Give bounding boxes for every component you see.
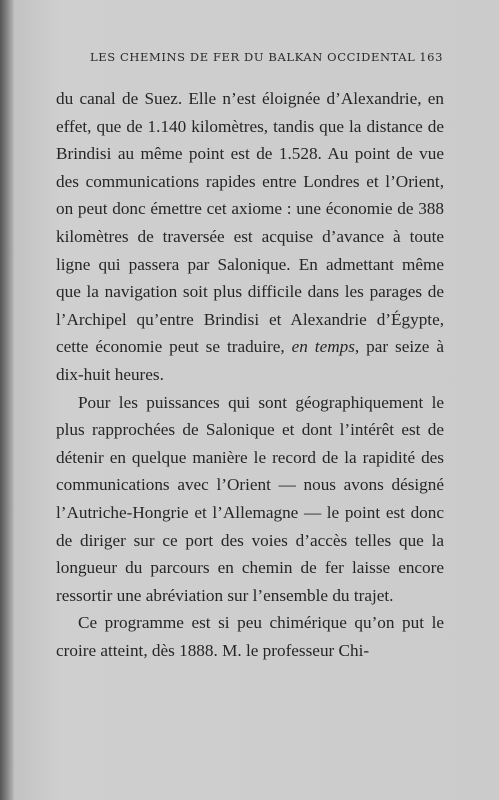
book-spine-shadow xyxy=(0,0,14,800)
running-header xyxy=(90,50,443,64)
body-text xyxy=(56,85,444,664)
page-number: 163 xyxy=(419,50,443,64)
paragraph-1-end: , par seize à dix-huit heures. xyxy=(56,337,444,384)
paragraph-1 xyxy=(56,85,444,389)
italic-phrase: en temps xyxy=(291,337,355,357)
paragraph-2: Pour les puissances qui sont géographiquement le plus rapprochées de Salonique et dont l’intérêt est de détenir en quelque manière le record de la rapidité des communications avec l’Orient — nous avons désigné l’Autriche-Hongrie et l’Allemagne — le point est donc de diriger sur ce port des voies d’accès telles que la longueur du parcours en chemin de fer laisse encore ressortir une abréviation sur l’ensemble du trajet. xyxy=(56,392,444,605)
running-title: LES CHEMINS DE FER DU BALKAN OCCIDENTAL xyxy=(90,50,416,64)
paragraph-3: Ce programme est si peu chimérique qu’on put le croire atteint, dès 1888. M. le professeur Chi- xyxy=(56,613,444,660)
paragraph-1-text: du canal de Suez. Elle n’est éloignée d’Alexandrie, en effet, que de 1.140 kilomètres, tandis que la distance de Brindisi au même point est de 1.528. Au point de vue des communications rapides entre Londres et l’Orient, on peut donc émettre cet axiome : une économie de 388 kilomètres de traversée est acquise d’avance à toute ligne qui passera par Salonique. En admettant même que la navigation soit plus difficile dans les parages de l’Archipel qu’entre Brindisi et Alexandrie d’Égypte, cette économie peut se traduire, xyxy=(56,89,444,357)
